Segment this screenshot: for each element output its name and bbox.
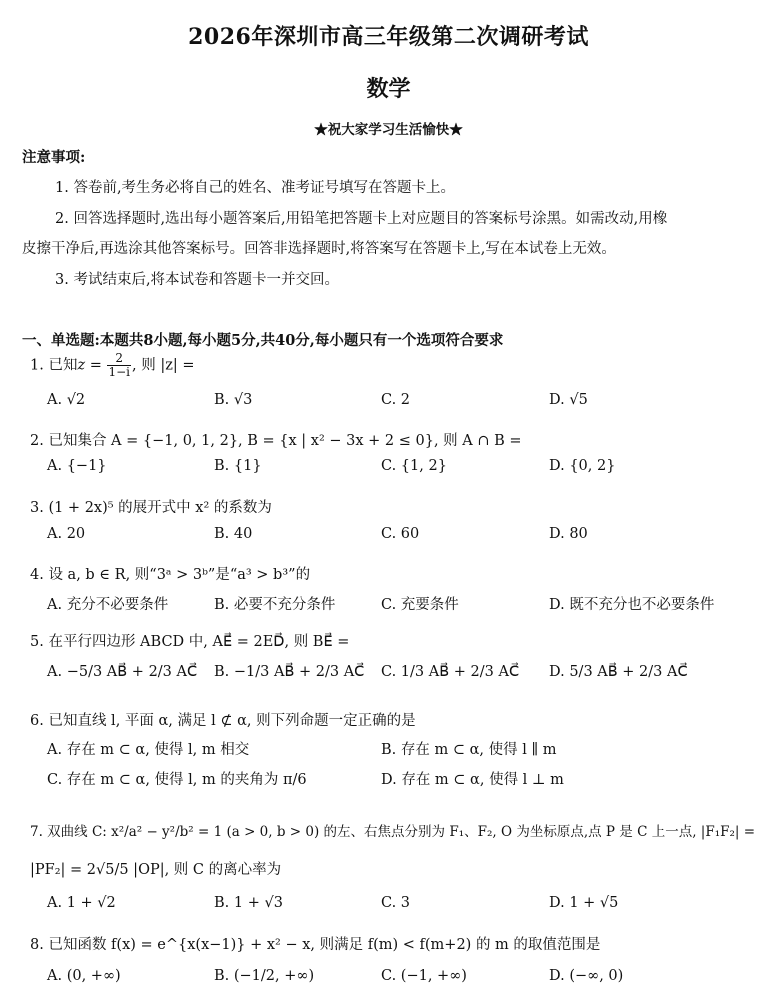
q7-option-c: C. 3	[381, 895, 411, 911]
q6-option-d: D. 存在 m ⊂ α, 使得 l ⊥ m	[381, 772, 564, 788]
note-2a: 2. 回答选择题时,选出每小题答案后,用铅笔把答题卡上对应题目的答案标号涂黑。如需改动,用橡	[55, 211, 668, 227]
q5-option-c: C. 1/3 AB⃗ + 2/3 AC⃗	[381, 664, 520, 680]
q2-option-c: C. {1, 2}	[381, 458, 447, 474]
q7-option-a: A. 1 + √2	[47, 895, 116, 911]
note-1: 1. 答卷前,考生务必将自己的姓名、准考证号填写在答题卡上。	[55, 180, 456, 196]
subject-title: 数学	[366, 76, 411, 102]
q3-option-a: A. 20	[47, 526, 86, 542]
q1-option-d: D. √5	[549, 392, 588, 408]
question-4-stem: 4. 设 a, b ∈ R, 则“3ᵃ > 3ᵇ”是“a³ > b³”的	[30, 567, 311, 583]
q4-option-b: B. 必要不充分条件	[214, 597, 336, 613]
q1-den: 1−i	[108, 365, 130, 379]
q1-option-b: B. √3	[214, 392, 253, 408]
q7-option-b: B. 1 + √3	[214, 895, 283, 911]
q5-option-b: B. −1/3 AB⃗ + 2/3 AC⃗	[214, 664, 365, 680]
question-1-stem	[30, 352, 195, 379]
q4-option-c: C. 充要条件	[381, 597, 459, 613]
question-3-stem: 3. (1 + 2x)⁵ 的展开式中 x² 的系数为	[30, 500, 272, 516]
question-6-stem: 6. 已知直线 l, 平面 α, 满足 l ⊄ α, 则下列命题一定正确的是	[30, 713, 416, 729]
q8-option-b: B. (−1/2, +∞)	[214, 968, 315, 984]
q3-option-c: C. 60	[381, 526, 420, 542]
q6-option-a: A. 存在 m ⊂ α, 使得 l, m 相交	[47, 742, 250, 758]
q7-option-d: D. 1 + √5	[549, 895, 619, 911]
exam-title: 2026年深圳市高三年级第二次调研考试	[188, 24, 589, 50]
q3-option-d: D. 80	[549, 526, 588, 542]
q8-option-d: D. (−∞, 0)	[549, 968, 624, 984]
q5-option-a: A. −5/3 AB⃗ + 2/3 AC⃗	[47, 664, 198, 680]
note-3: 3. 考试结束后,将本试卷和答题卡一并交回。	[55, 272, 340, 288]
q1-post: , 则 |z| =	[132, 357, 195, 374]
q6-option-b: B. 存在 m ⊂ α, 使得 l ∥ m	[381, 742, 557, 758]
section-heading: 一、单选题:本题共8小题,每小题5分,共40分,每小题只有一个选项符合要求	[22, 332, 504, 349]
q1-z: z	[77, 357, 86, 374]
q2-option-a: A. {−1}	[47, 458, 107, 474]
q8-option-a: A. (0, +∞)	[47, 968, 121, 984]
wish-line: ★祝大家学习生活愉快★	[314, 122, 463, 138]
q5-option-d: D. 5/3 AB⃗ + 2/3 AC⃗	[549, 664, 688, 680]
q1-fraction	[107, 352, 131, 379]
question-7-stem-2: |PF₂| = 2√5/5 |OP|, 则 C 的离心率为	[30, 862, 282, 878]
q1-option-a: A. √2	[47, 392, 86, 408]
q4-option-a: A. 充分不必要条件	[47, 597, 169, 613]
q1-pre: 1. 已知	[30, 357, 78, 374]
q6-option-c: C. 存在 m ⊂ α, 使得 l, m 的夹角为 π/6	[47, 772, 307, 788]
question-8-stem: 8. 已知函数 f(x) = e^{x(x−1)} + x² − x, 则满足 f(m) < f(m+2) 的 m 的取值范围是	[30, 937, 601, 953]
q1-option-c: C. 2	[381, 392, 411, 408]
note-2b: 皮擦干净后,再选涂其他答案标号。回答非选择题时,将答案写在答题卡上,写在本试卷上无效。	[22, 241, 616, 257]
question-2-stem: 2. 已知集合 A = {−1, 0, 1, 2}, B = {x | x² − 3x + 2 ≤ 0}, 则 A ∩ B =	[30, 433, 522, 449]
q1-num: 2	[107, 352, 131, 366]
q2-option-d: D. {0, 2}	[549, 458, 616, 474]
notes-heading: 注意事项:	[22, 149, 86, 166]
q1-eq: =	[85, 357, 107, 374]
question-7-stem-1: 7. 双曲线 C: x²/a² − y²/b² = 1 (a > 0, b > 0) 的左、右焦点分别为 F₁、F₂, O 为坐标原点,点 P 是 C 上一点, |F₁F₂| =	[30, 824, 756, 840]
q3-option-b: B. 40	[214, 526, 253, 542]
q8-option-c: C. (−1, +∞)	[381, 968, 467, 984]
question-5-stem: 5. 在平行四边形 ABCD 中, AE⃗ = 2ED⃗, 则 BE⃗ =	[30, 634, 350, 650]
q4-option-d: D. 既不充分也不必要条件	[549, 597, 715, 613]
q2-option-b: B. {1}	[214, 458, 262, 474]
